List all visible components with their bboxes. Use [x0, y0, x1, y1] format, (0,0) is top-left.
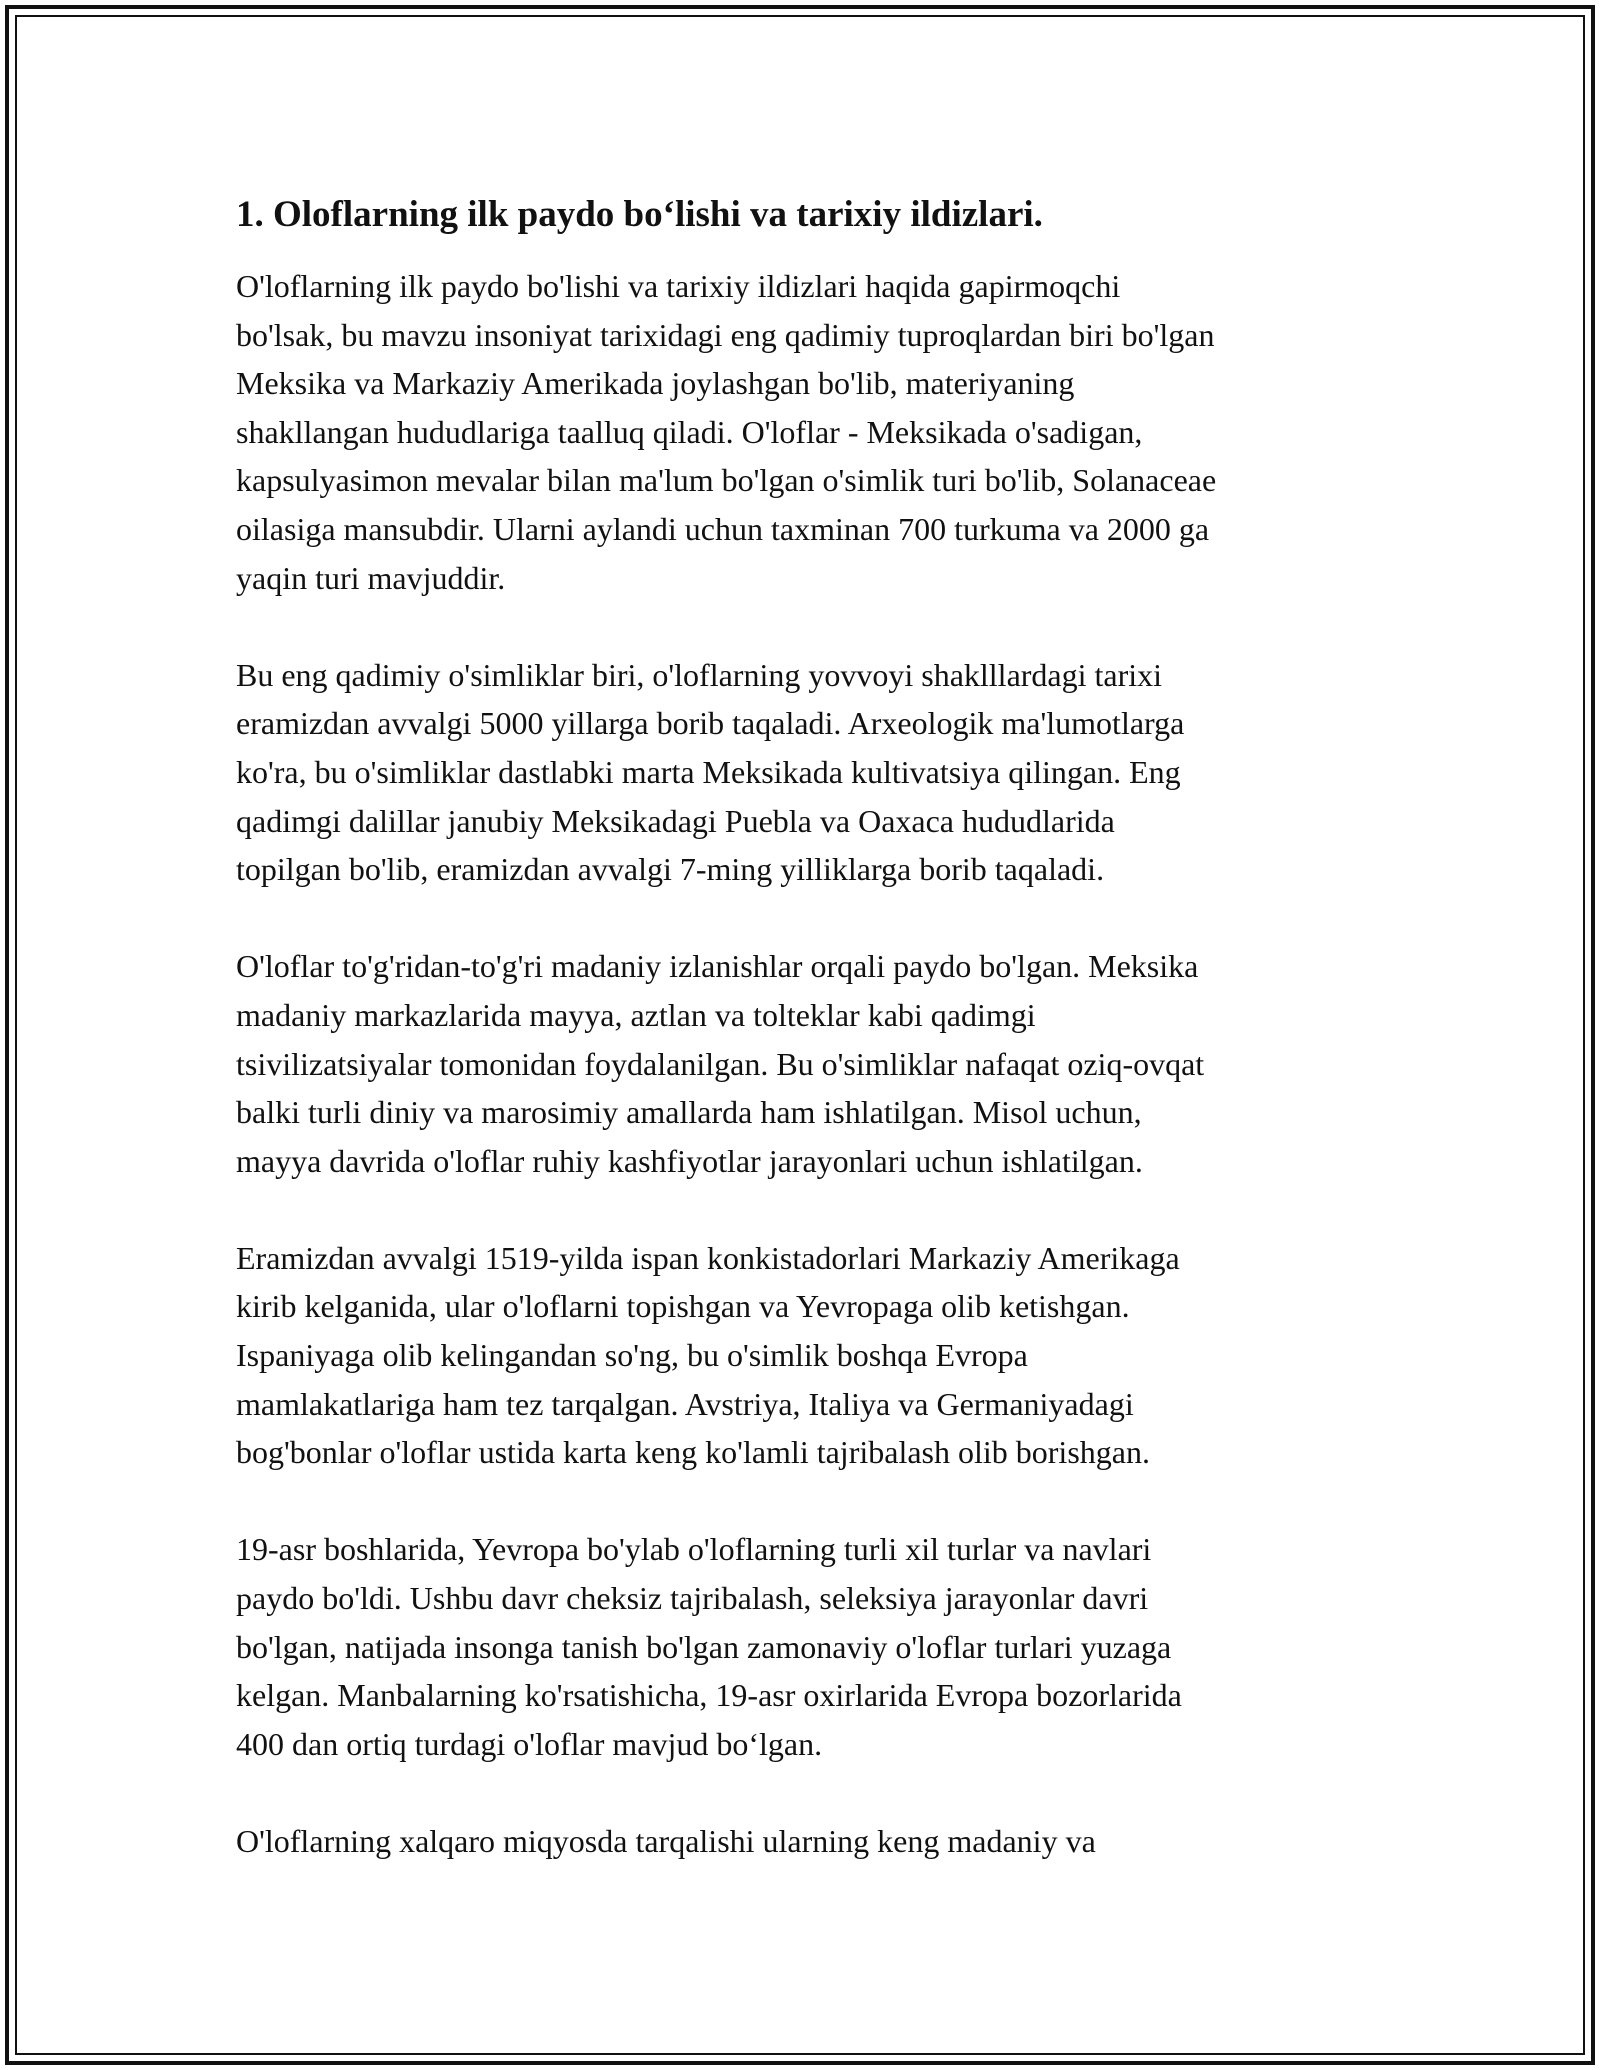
text-line: O'loflar to'g'ridan-to'g'ri madaniy izlanishlar orqali paydo bo'lgan. Meksika	[236, 948, 1199, 985]
text-line: bo'lsak, bu mavzu insoniyat tarixidagi eng qadimiy tuproqlardan biri bo'lgan	[236, 316, 1215, 353]
text-line: tsivilizatsiyalar tomonidan foydalanilgan. Bu o'simliklar nafaqat oziq-ovqat	[236, 1045, 1205, 1082]
text-line: shakllangan hududlariga taalluq qiladi. O'loflar - Meksikada o'sadigan,	[236, 413, 1143, 450]
text-line: mayya davrida o'loflar ruhiy kashfiyotlar jarayonlari uchun ishlatilgan.	[236, 1142, 1143, 1179]
text-line: 19-asr boshlarida, Yevropa bo'ylab o'loflarning turli xil turlar va navlari	[236, 1531, 1152, 1568]
text-line: balki turli diniy va marosimiy amallarda ham ishlatilgan. Misol uchun,	[236, 1094, 1142, 1131]
paragraph-2	[236, 651, 1366, 894]
text-line: Ispaniyaga olib kelingandan so'ng, bu o'simlik boshqa Evropa	[236, 1337, 1028, 1374]
section-heading: 1. Oloflarning ilk paydo bo‘lishi va tarixiy ildizlari.	[236, 194, 1043, 235]
paragraph-3	[236, 942, 1366, 1185]
paragraph-1	[236, 262, 1366, 602]
text-line: eramizdan avvalgi 5000 yillarga borib taqaladi. Arxeologik ma'lumotlarga	[236, 705, 1185, 742]
text-line: kapsulyasimon mevalar bilan ma'lum bo'lgan o'simlik turi bo'lib, Solanaceae	[236, 462, 1217, 499]
text-line: mamlakatlariga ham tez tarqalgan. Avstriya, Italiya va Germaniyadagi	[236, 1385, 1134, 1422]
text-line: topilgan bo'lib, eramizdan avvalgi 7-ming yilliklarga borib taqaladi.	[236, 851, 1105, 888]
text-line: kelgan. Manbalarning ko'rsatishicha, 19-asr oxirlarida Evropa bozorlarida	[236, 1677, 1182, 1714]
text-line: Eramizdan avvalgi 1519-yilda ispan konkistadorlari Markaziy Amerikaga	[236, 1239, 1180, 1276]
paragraph-4	[236, 1234, 1366, 1477]
text-line: kirib kelganida, ular o'loflarni topishgan va Yevropaga olib ketishgan.	[236, 1288, 1130, 1325]
text-line: qadimgi dalillar janubiy Meksikadagi Puebla va Oaxaca hududlarida	[236, 802, 1115, 839]
text-line: Bu eng qadimiy o'simliklar biri, o'loflarning yovvoyi shaklllardagi tarixi	[236, 656, 1163, 693]
text-line: madaniy markazlarida mayya, aztlan va tolteklar kabi qadimgi	[236, 996, 1036, 1033]
text-line: ko'ra, bu o'simliklar dastlabki marta Meksikada kultivatsiya qilingan. Eng	[236, 753, 1181, 790]
text-line: O'loflarning ilk paydo bo'lishi va tarixiy ildizlari haqida gapirmoqchi	[236, 268, 1121, 304]
text-line: paydo bo'ldi. Ushbu davr cheksiz tajribalash, seleksiya jarayonlar davri	[236, 1580, 1149, 1617]
text-line: bo'lgan, natijada insonga tanish bo'lgan zamonaviy o'loflar turlari yuzaga	[236, 1628, 1172, 1665]
paragraph-5	[236, 1525, 1366, 1768]
text-line: yaqin turi mavjuddir.	[236, 559, 506, 596]
text-line: bog'bonlar o'loflar ustida karta keng ko'lamli tajribalash olib borishgan.	[236, 1434, 1150, 1471]
document-body	[236, 188, 1366, 1914]
paragraph-6	[236, 1817, 1366, 1866]
text-line: oilasiga mansubdir. Ularni aylandi uchun taxminan 700 turkuma va 2000 ga	[236, 510, 1210, 547]
text-line: Meksika va Markaziy Amerikada joylashgan bo'lib, materiyaning	[236, 365, 1075, 402]
text-line: 400 dan ortiq turdagi o'loflar mavjud bo‘lgan.	[236, 1725, 823, 1762]
text-line: O'loflarning xalqaro miqyosda tarqalishi ularning keng madaniy va	[236, 1823, 1096, 1859]
